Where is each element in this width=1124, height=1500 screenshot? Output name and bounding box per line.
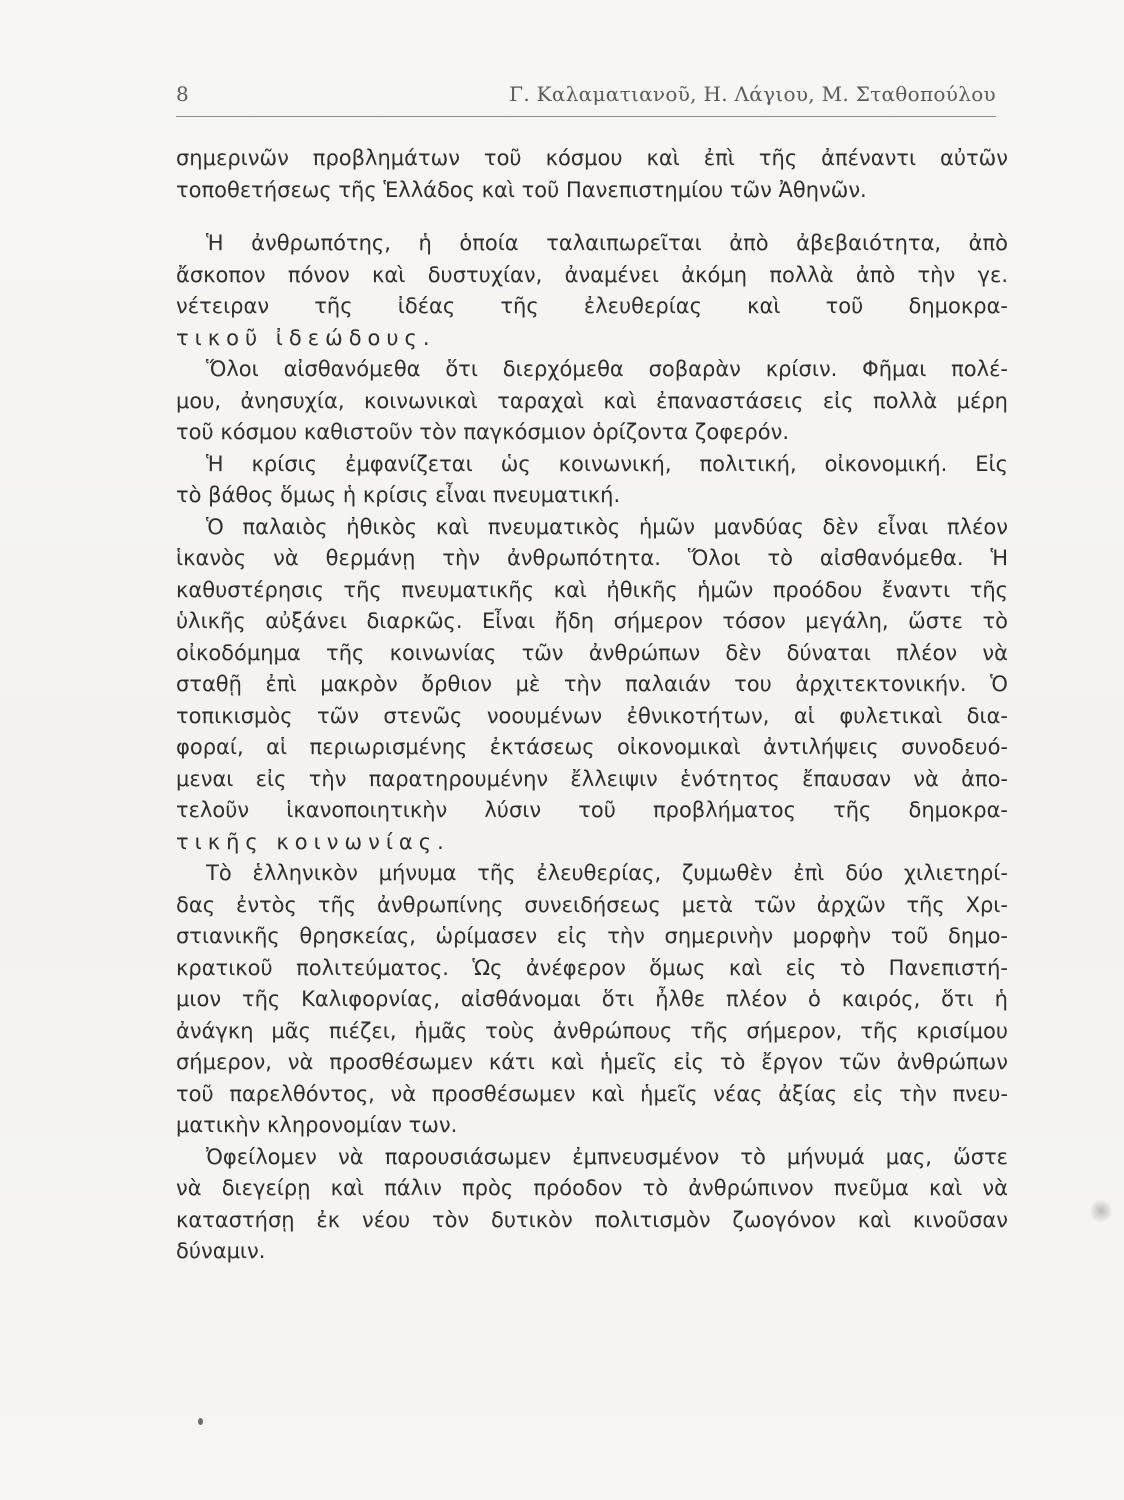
text-line: Ὁ παλαιὸς ἠθικὸς καὶ πνευματικὸς ἡμῶν μανδύας δὲν εἶναι πλέον bbox=[206, 514, 1008, 539]
paragraph-gap bbox=[176, 206, 1008, 228]
text-line: τὸ βάθος ὅμως ἡ κρίσις εἶναι πνευματική. bbox=[176, 483, 621, 507]
page-number: 8 bbox=[176, 82, 189, 106]
text-line: τοῦ παρελθόντος, νὰ προσθέσωμεν καὶ ἡμεῖς νέας ἀξίας εἰς τὴν πνευ- bbox=[176, 1081, 1008, 1106]
text-line: μου, ἀνησυχία, κοινωνικαὶ ταραχαὶ καὶ ἐπαναστάσεις εἰς πολλὰ μέρη bbox=[176, 388, 1008, 413]
text-line: κρατικοῦ πολιτεύματος. Ὡς ἀνέφερον ὅμως καὶ εἰς τὸ Πανεπιστή- bbox=[176, 955, 1008, 980]
text-line: σήμερον, νὰ προσθέσωμεν κάτι καὶ ἡμεῖς εἰς τὸ ἔργον τῶν ἀνθρώπων bbox=[176, 1050, 1008, 1074]
ink-smudge bbox=[1090, 1198, 1112, 1224]
text-line: μιον τῆς Καλιφορνίας, αἰσθάνομαι ὅτι ἦλθε πλέον ὁ καιρός, ὅτι ἡ bbox=[176, 987, 1008, 1011]
body-text bbox=[176, 143, 1008, 1268]
text-line: ματικὴν κληρονομίαν των. bbox=[176, 1113, 458, 1137]
text-line: στιανικῆς θρησκείας, ὡρίμασεν εἰς τὴν σημερινὴν μορφὴν τοῦ δημο- bbox=[176, 924, 1008, 948]
text-line: τοποθετήσεως τῆς Ἑλλάδος καὶ τοῦ Πανεπιστημίου τῶν Ἀθηνῶν. bbox=[176, 177, 867, 202]
text-line: ἱκανὸς νὰ θερμάνῃ τὴν ἀνθρωπότητα. Ὅλοι τὸ αἰσθανόμεθα. Ἡ bbox=[176, 546, 1008, 570]
text-line: Ἡ ἀνθρωπότης, ἡ ὁποία ταλαιπωρεῖται ἀπὸ ἀβεβαιότητα, ἀπὸ bbox=[206, 231, 1008, 255]
text-line: καταστήσῃ ἐκ νέου τὸν δυτικὸν πολιτισμὸν ζωογόνον καὶ κινοῦσαν bbox=[176, 1207, 1008, 1232]
text-line: Τὸ ἑλληνικὸν μήνυμα τῆς ἐλευθερίας, ζυμωθὲν ἐπὶ δύο χιλιετηρί- bbox=[206, 861, 1008, 885]
text-line: ἄσκοπον πόνον καὶ δυστυχίαν, ἀναμένει ἀκόμη πολλὰ ἀπὸ τὴν γε. bbox=[176, 262, 1008, 287]
running-head-authors: Γ. Καλαματιανοῦ, Η. Λάγιου, Μ. Σταθοπούλου bbox=[509, 82, 996, 106]
text-line: ἀνάγκη μᾶς πιέζει, ἡμᾶς τοὺς ἀνθρώπους τῆς σήμερον, τῆς κρισίμου bbox=[176, 1018, 1008, 1043]
text-line: τοῦ κόσμου καθιστοῦν τὸν παγκόσμιον ὁρίζοντα ζοφερόν. bbox=[176, 420, 789, 444]
text-line: σταθῇ ἐπὶ μακρὸν ὄρθιον μὲ τὴν παλαιάν του ἀρχιτεκτονικήν. Ὁ bbox=[176, 672, 1008, 696]
text-line: τικῆς κοινωνίας. bbox=[176, 829, 450, 854]
text-line: σημερινῶν προβλημάτων τοῦ κόσμου καὶ ἐπὶ τῆς ἀπέναντι αὐτῶν bbox=[176, 146, 1008, 170]
text-line: τελοῦν ἱκανοποιητικὴν λύσιν τοῦ προβλήματος τῆς δημοκρα- bbox=[176, 798, 1008, 822]
text-line: καθυστέρησις τῆς πνευματικῆς καὶ ἠθικῆς ἡμῶν προόδου ἔναντι τῆς bbox=[176, 577, 1008, 602]
text-line: νέτειραν τῆς ἰδέας τῆς ἐλευθερίας καὶ τοῦ δημοκρα- bbox=[176, 294, 1008, 318]
text-line: οἰκοδόμημα τῆς κοινωνίας τῶν ἀνθρώπων δὲν δύναται πλέον νὰ bbox=[176, 640, 1008, 665]
text-line: νὰ διεγείρῃ καὶ πάλιν πρὸς πρόοδον τὸ ἀνθρώπινον πνεῦμα καὶ νὰ bbox=[176, 1176, 1008, 1200]
header-rule bbox=[176, 116, 996, 117]
running-head bbox=[176, 82, 996, 112]
text-line: φοραί, αἱ περιωρισμένης ἐκτάσεως οἰκονομικαὶ ἀντιλήψεις συνοδευό- bbox=[176, 735, 1008, 759]
text-line: τικοῦ ἰδεώδους. bbox=[176, 325, 436, 350]
text-line: μεναι εἰς τὴν παρατηρουμένην ἔλλειψιν ἑνότητος ἔπαυσαν νὰ ἀπο- bbox=[176, 766, 1008, 791]
text-line: τοπικισμὸς τῶν στενῶς νοουμένων ἐθνικοτήτων, αἱ φυλετικαὶ δια- bbox=[176, 703, 1008, 728]
text-line: δύναμιν. bbox=[176, 1239, 266, 1263]
text-line: Ὀφείλομεν νὰ παρουσιάσωμεν ἐμπνευσμένον τὸ μήνυμά μας, ὥστε bbox=[206, 1144, 1008, 1169]
text-line: δας ἐντὸς τῆς ἀνθρωπίνης συνειδήσεως μετὰ τῶν ἀρχῶν τῆς Χρι- bbox=[176, 892, 1008, 917]
text-line: ὑλικῆς αὐξάνει διαρκῶς. Εἶναι ἤδη σήμερον τόσον μεγάλη, ὥστε τὸ bbox=[176, 609, 1008, 633]
ink-dot bbox=[198, 1418, 203, 1425]
text-line: Ὅλοι αἰσθανόμεθα ὅτι διερχόμεθα σοβαρὰν κρίσιν. Φῆμαι πολέ- bbox=[206, 357, 1008, 381]
text-line: Ἡ κρίσις ἐμφανίζεται ὡς κοινωνική, πολιτική, οἰκονομική. Εἰς bbox=[206, 451, 1008, 476]
